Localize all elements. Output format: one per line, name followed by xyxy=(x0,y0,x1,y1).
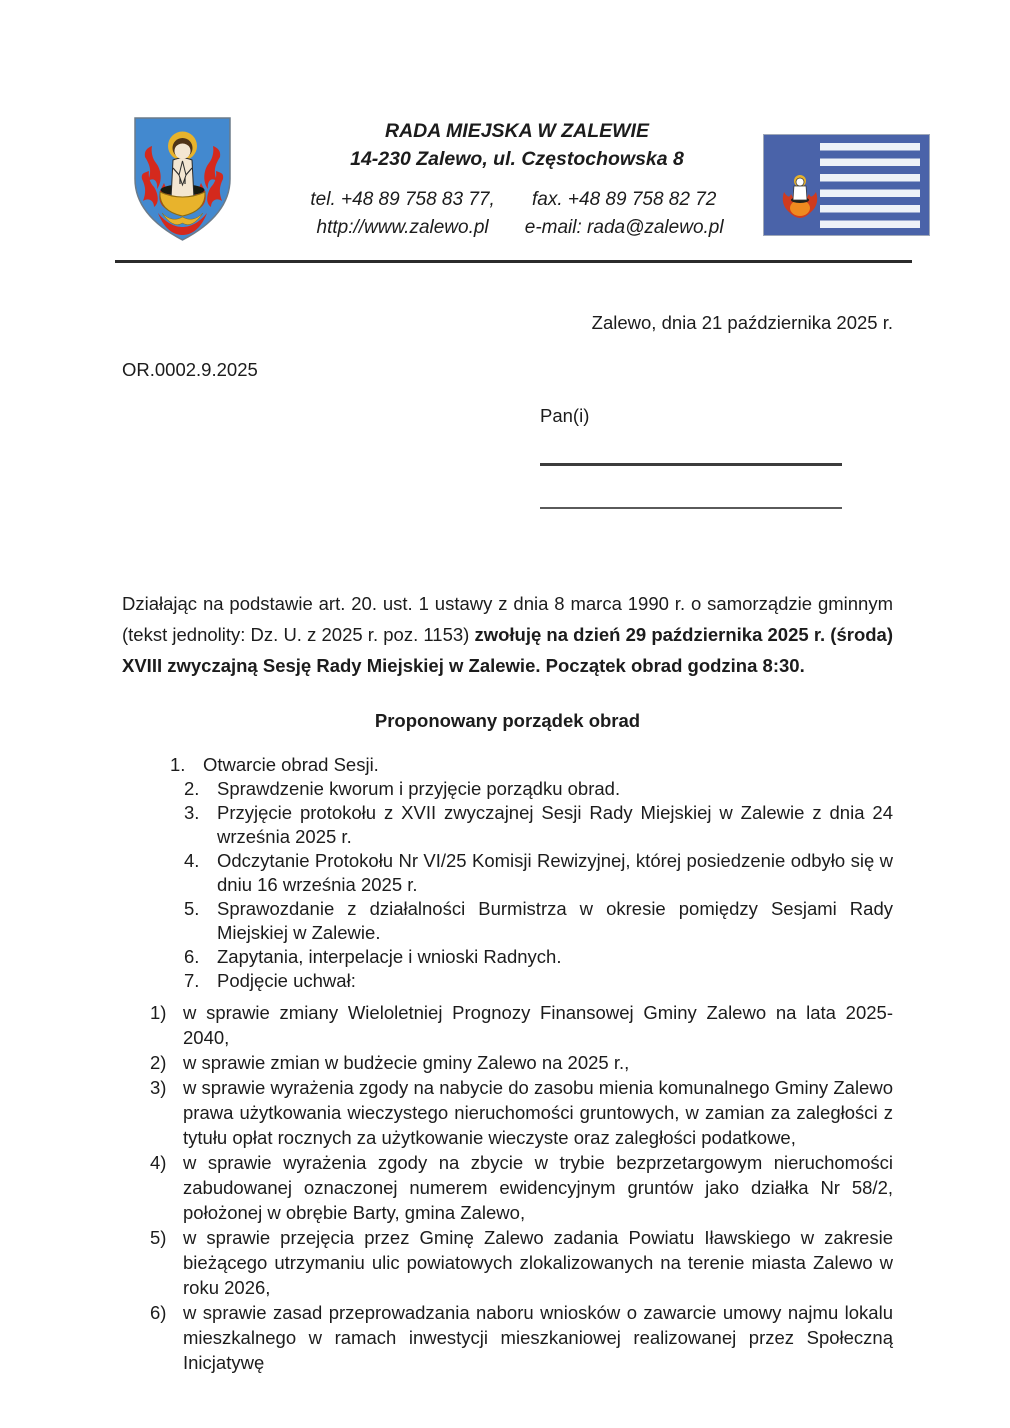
resolution-item-text: w sprawie zmian w budżecie gminy Zalewo na 2025 r., xyxy=(183,1052,630,1073)
agenda-item xyxy=(122,801,893,849)
addressee-blank-line-1 xyxy=(540,463,842,466)
agenda-item-number: 6. xyxy=(184,946,200,967)
agenda-item xyxy=(122,945,893,969)
agenda-item-number: 1. xyxy=(170,754,186,775)
resolution-item-number: 1) xyxy=(150,1002,167,1023)
resolution-item-text: w sprawie wyrażenia zgody na nabycie do zasobu mienia komunalnego Gminy Zalewo prawa użytkowania wieczystego nieruchomości gruntowych, w zamian za zaległości z tytułu opłat rocznych za użytkowanie wieczyste oraz zaległości podatkowe, xyxy=(183,1077,893,1148)
resolution-item xyxy=(122,1075,893,1150)
agenda-item-text: Podjęcie uchwał: xyxy=(217,970,356,991)
org-email: e-mail: rada@zalewo.pl xyxy=(524,217,724,238)
addressee-label: Pan(i) xyxy=(540,405,590,426)
agenda-item-text: Zapytania, interpelacje i wnioski Radnych. xyxy=(217,946,562,967)
agenda-item-text: Sprawdzenie kworum i przyjęcie porządku obrad. xyxy=(217,778,621,799)
resolution-item xyxy=(122,1050,893,1075)
resolution-item xyxy=(122,1000,893,1050)
resolution-item-text: w sprawie zmiany Wieloletniej Prognozy Finansowej Gminy Zalewo na lata 2025- 2040, xyxy=(183,1002,893,1048)
agenda-item xyxy=(122,897,893,945)
org-fax: fax. +48 89 758 82 72 xyxy=(532,189,717,210)
resolution-item xyxy=(122,1225,893,1300)
org-website: http://www.zalewo.pl xyxy=(316,217,489,238)
resolution-item-number: 6) xyxy=(150,1302,167,1323)
agenda-item-number: 4. xyxy=(184,850,200,871)
resolution-item-number: 2) xyxy=(150,1052,167,1073)
resolution-item-number: 3) xyxy=(150,1077,167,1098)
agenda-item xyxy=(122,849,893,897)
resolution-item-number: 4) xyxy=(150,1152,167,1173)
intro-bold: zwołuję na dzień 29 października 2025 r. (środa) XVIII zwyczajną Sesję Rady Miejskiej w Zalewie. Początek obrad godzina 8:30. xyxy=(122,624,893,676)
addressee-blank-line-2 xyxy=(540,507,842,509)
resolution-item-number: 5) xyxy=(150,1227,167,1248)
resolution-item xyxy=(122,1150,893,1225)
agenda-item-number: 5. xyxy=(184,898,200,919)
intro-paragraph xyxy=(122,588,893,681)
agenda-item-text: Odczytanie Protokołu Nr VI/25 Komisji Rewizyjnej, której posiedzenie odbyło się w dniu 16 września 2025 r. xyxy=(217,850,893,895)
resolution-item xyxy=(122,1300,893,1375)
agenda-item-number: 7. xyxy=(184,970,200,991)
intro-regular: Działając na podstawie art. 20. ust. 1 ustawy z dnia 8 marca 1990 r. o samorządzie gminnym (tekst jednolity: Dz. U. z 2025 r. poz. 1153) xyxy=(122,593,893,645)
agenda-item xyxy=(122,753,893,777)
agenda-item-number: 2. xyxy=(184,778,200,799)
agenda-title: Proponowany porządek obrad xyxy=(374,710,641,731)
agenda-item-text: Przyjęcie protokołu z XVII zwyczajnej Sesji Rady Miejskiej w Zalewie z dnia 24 września 2025 r. xyxy=(217,802,893,847)
reference-number: OR.0002.9.2025 xyxy=(122,359,258,380)
letter-body xyxy=(122,0,893,1375)
org-tel: tel. +48 89 758 83 77, xyxy=(310,189,495,210)
resolutions-list xyxy=(122,1000,893,1375)
resolution-item-text: w sprawie wyrażenia zgody na zbycie w trybie bezprzetargowym nieruchomości zabudowanej oznaczonej numerem ewidencyjnym gruntów jako działka Nr 58/2, położonej w obrębie Barty, gmina Zalewo, xyxy=(183,1152,893,1223)
agenda-item-text: Sprawozdanie z działalności Burmistrza w okresie pomiędzy Sesjami Rady Miejskiej w Zalewie. xyxy=(217,898,893,943)
org-name: RADA MIEJSKA W ZALEWIE xyxy=(385,120,649,142)
agenda-item-text: Otwarcie obrad Sesji. xyxy=(203,754,379,775)
date-line: Zalewo, dnia 21 października 2025 r. xyxy=(591,312,893,333)
resolution-item-text: w sprawie przejęcia przez Gminę Zalewo zadania Powiatu Iławskiego w zakresie bieżącego utrzymaniu ulic powiatowych zlokalizowanych na terenie miasta Zalewo w roku 2026, xyxy=(183,1227,893,1298)
resolution-item-text: w sprawie zasad przeprowadzania naboru wniosków o zawarcie umowy najmu lokalu mieszkalnego w ramach inwestycji mieszkaniowej realizowanej przez Społeczną Inicjatywę xyxy=(183,1302,893,1373)
agenda-list xyxy=(122,753,893,993)
agenda-item xyxy=(122,969,893,993)
agenda-item-number: 3. xyxy=(184,802,200,823)
org-address: 14-230 Zalewo, ul. Częstochowska 8 xyxy=(350,148,684,170)
agenda-item xyxy=(122,777,893,801)
